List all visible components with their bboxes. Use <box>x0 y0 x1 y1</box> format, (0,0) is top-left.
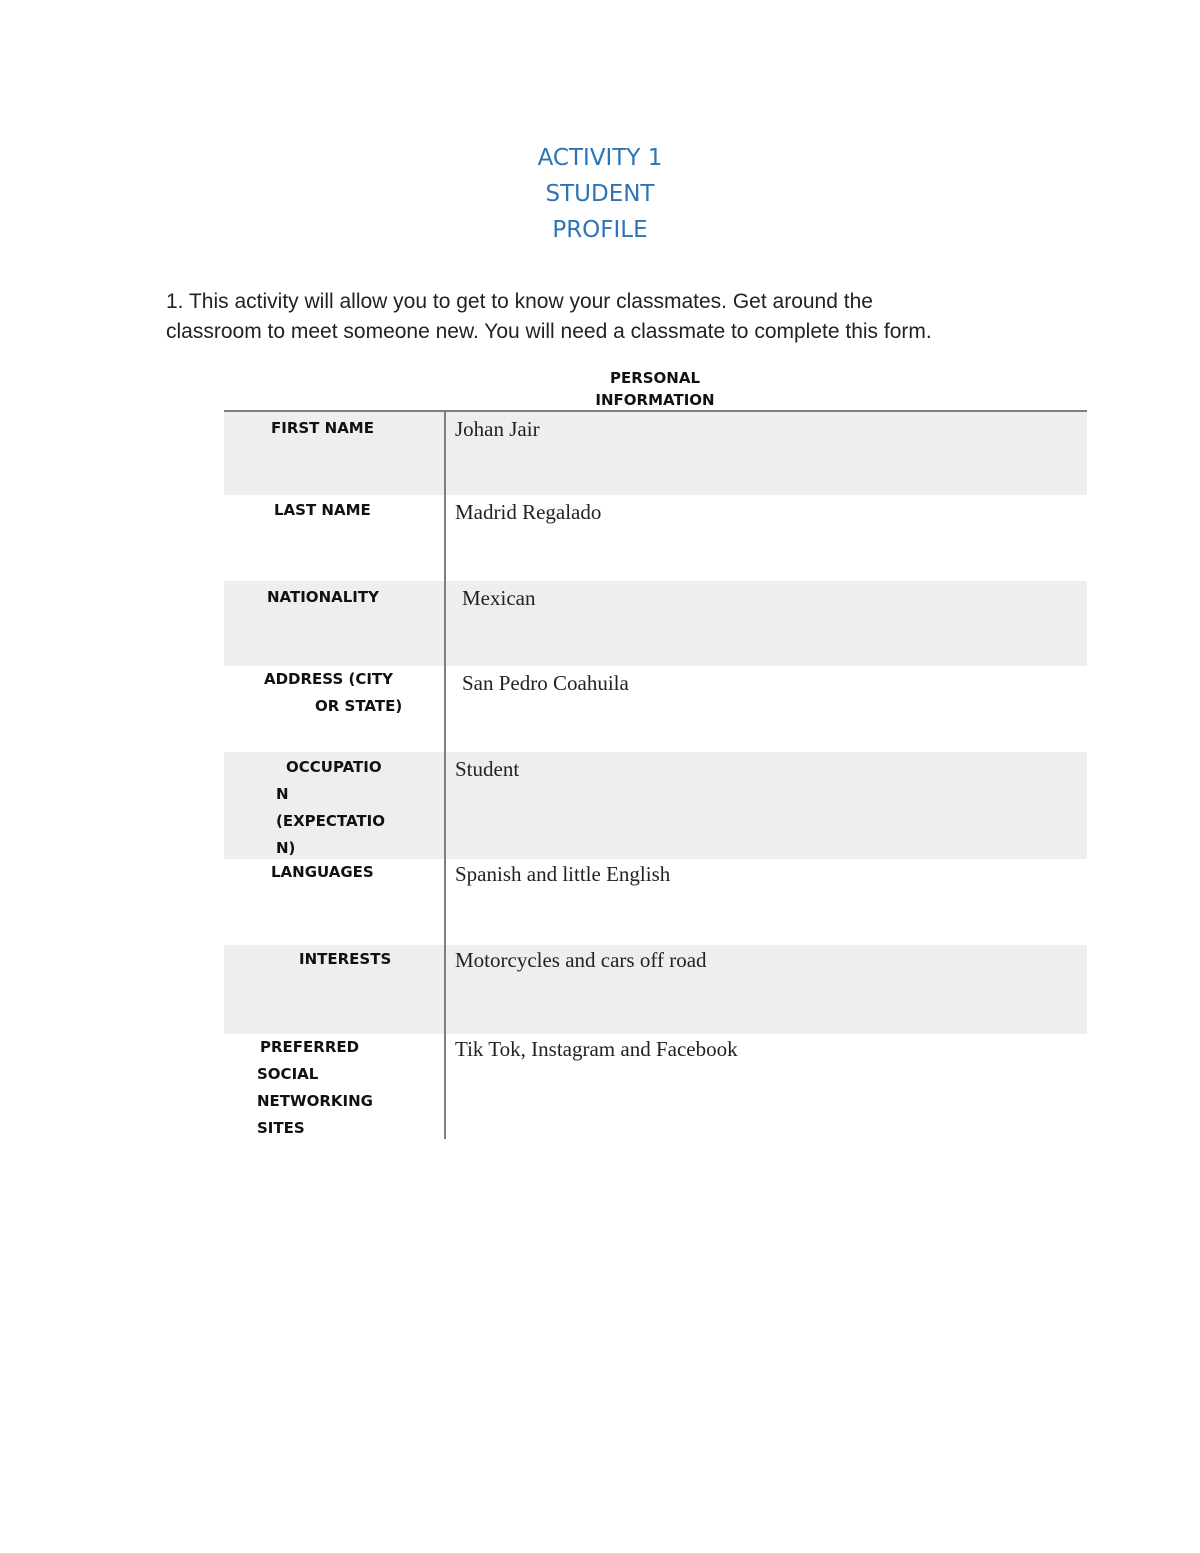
label-line: LANGUAGES <box>271 863 374 881</box>
label-line: NATIONALITY <box>267 588 379 606</box>
label-line: INTERESTS <box>299 950 392 968</box>
last-name-value: Madrid Regalado <box>455 500 602 524</box>
row-label <box>224 497 444 524</box>
row-label <box>224 946 444 973</box>
personal-information-table <box>224 410 1087 1141</box>
column-divider <box>444 410 446 1139</box>
label-line: OR STATE) <box>315 697 403 715</box>
title-line-activity: ACTIVITY 1 <box>537 145 663 171</box>
label-line: SOCIAL <box>257 1065 319 1083</box>
instructions-line: classroom to meet someone new. You will need a classmate to complete this form. <box>166 320 932 343</box>
row-label <box>224 415 444 442</box>
table-row-occupation <box>224 752 1087 859</box>
label-line: PREFERRED <box>260 1038 360 1056</box>
table-heading-line: INFORMATION <box>595 391 715 409</box>
interests-value: Motorcycles and cars off road <box>455 948 707 972</box>
table-heading <box>560 367 750 411</box>
row-label <box>224 1034 444 1142</box>
social-networks-value: Tik Tok, Instagram and Facebook <box>455 1037 738 1061</box>
table-row-nationality <box>224 581 1087 666</box>
row-label <box>224 859 444 886</box>
title-line-student: STUDENT <box>545 181 655 207</box>
label-line: NETWORKING <box>257 1092 373 1110</box>
label-line: OCCUPATIO <box>286 758 382 776</box>
title-line-profile: PROFILE <box>552 217 648 243</box>
occupation-value: Student <box>455 757 520 781</box>
page-title <box>0 140 1200 248</box>
row-label <box>224 584 444 611</box>
languages-value: Spanish and little English <box>455 862 671 886</box>
label-line: N) <box>276 839 296 857</box>
instructions-line: 1. This activity will allow you to get to know your classmates. Get around the <box>166 290 873 313</box>
table-heading-line: PERSONAL <box>609 369 701 387</box>
table-row-social-networks <box>224 1034 1087 1141</box>
label-line: SITES <box>257 1119 305 1137</box>
nationality-value: Mexican <box>462 586 536 610</box>
label-line: N <box>276 785 289 803</box>
first-name-value: Johan Jair <box>455 417 540 441</box>
table-row-last-name <box>224 495 1087 581</box>
row-label <box>224 666 444 720</box>
label-line: LAST NAME <box>274 501 371 519</box>
table-row-languages <box>224 859 1087 945</box>
label-line: FIRST NAME <box>271 419 374 437</box>
label-line: (EXPECTATIO <box>276 812 385 830</box>
address-value: San Pedro Coahuila <box>462 671 629 695</box>
table-row-address <box>224 666 1087 752</box>
instructions-paragraph <box>166 287 1046 347</box>
label-line: ADDRESS (CITY <box>264 670 394 688</box>
row-label <box>224 754 444 862</box>
table-row-first-name <box>224 412 1087 495</box>
table-row-interests <box>224 945 1087 1034</box>
